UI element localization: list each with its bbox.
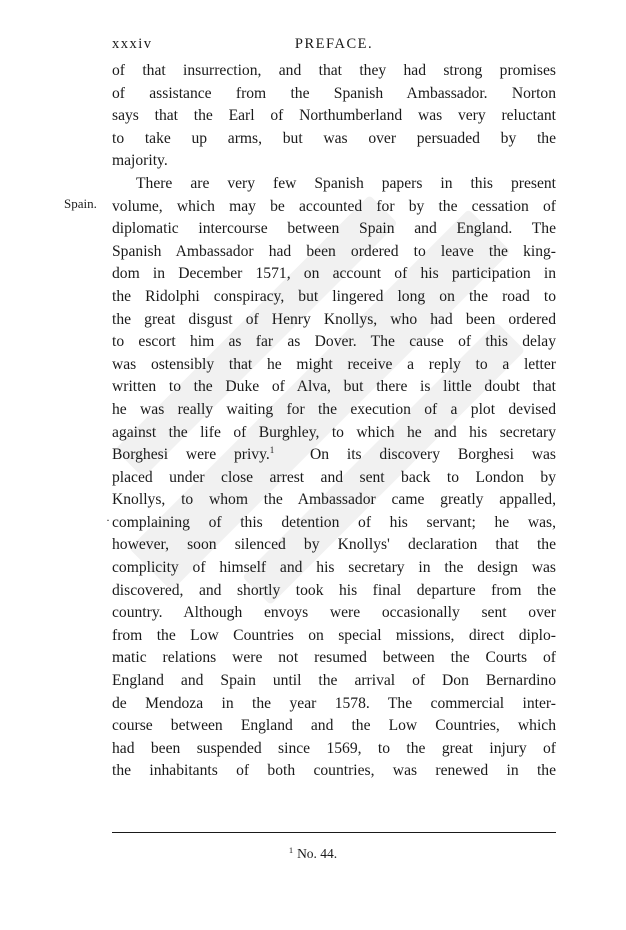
text-line-with-footnote-ref <box>112 444 556 467</box>
text-line: majority. <box>112 152 168 170</box>
text-line: the inhabitants of both countries, was renewed in the <box>112 762 556 780</box>
footnote <box>0 846 626 862</box>
text-line: England and Spain until the arrival of Don Bernardino <box>112 672 556 690</box>
text-line: the Ridolphi conspiracy, but lingered long on the road to <box>112 287 556 305</box>
text-line: placed under close arrest and sent back to London by <box>112 468 556 486</box>
text-line: complaining of this detention of his servant; he was, <box>112 513 556 531</box>
text-line: de Mendoza in the year 1578. The commercial inter- <box>112 694 556 712</box>
line-head: Borghesi were privy. <box>112 446 270 464</box>
text-line: There are very few Spanish papers in this present <box>136 174 556 192</box>
running-title: PREFACE. <box>294 36 374 52</box>
text-line: he was really waiting for the execution of a plot devised <box>112 400 556 418</box>
text-line: was ostensibly that he might receive a reply to a letter <box>112 355 556 373</box>
footnote-text: No. 44. <box>297 846 338 861</box>
text-line: of assistance from the Spanish Ambassador. Norton <box>112 84 556 102</box>
text-line: to take up arms, but was over persuaded by the <box>112 129 556 147</box>
text-line: diplomatic intercourse between Spain and England. The <box>112 220 556 238</box>
footnote-divider <box>112 832 556 833</box>
stray-mark: · <box>106 513 110 527</box>
text-line: Spanish Ambassador had been ordered to leave the king- <box>112 242 556 260</box>
text-line: the great disgust of Henry Knollys, who had been ordered <box>112 310 556 328</box>
text-line: says that the Earl of Northumberland was very reluctant <box>112 107 556 125</box>
text-line: of that insurrection, and that they had strong promises <box>112 62 556 79</box>
footnote-reference: 1 <box>269 445 275 456</box>
text-line: matic relations were not resumed between the Courts of <box>112 649 556 667</box>
text-line: course between England and the Low Countries, which <box>112 717 556 735</box>
text-line: Knollys, to whom the Ambassador came greatly appalled, <box>112 491 556 509</box>
text-line: however, soon silenced by Knollys' declaration that the <box>112 536 556 554</box>
text-line: discovered, and shortly took his final departure from the <box>112 581 556 599</box>
text-line: dom in December 1571, on account of his participation in <box>112 265 556 283</box>
text-line: written to the Duke of Alva, but there is little doubt that <box>112 378 556 396</box>
text-line: complicity of himself and his secretary in the design was <box>112 559 556 577</box>
text-line: against the life of Burghley, to which he and his secretary <box>112 423 556 441</box>
running-head <box>112 36 556 58</box>
text-line: from the Low Countries on special missions, direct diplo- <box>112 626 556 644</box>
text-line: volume, which may be accounted for by the cessation of <box>112 197 556 215</box>
text-line: to escort him as far as Dover. The cause of this delay <box>112 333 556 351</box>
body-text <box>112 60 556 783</box>
page-number: xxxiv <box>112 36 153 52</box>
footnote-marker: 1 <box>288 845 294 855</box>
margin-note: Spain. <box>64 196 97 211</box>
text-line: had been suspended since 1569, to the great injury of <box>112 739 556 757</box>
line-tail: On its discovery Borghesi was <box>309 446 556 464</box>
text-line: country. Although envoys were occasionally sent over <box>112 604 556 622</box>
